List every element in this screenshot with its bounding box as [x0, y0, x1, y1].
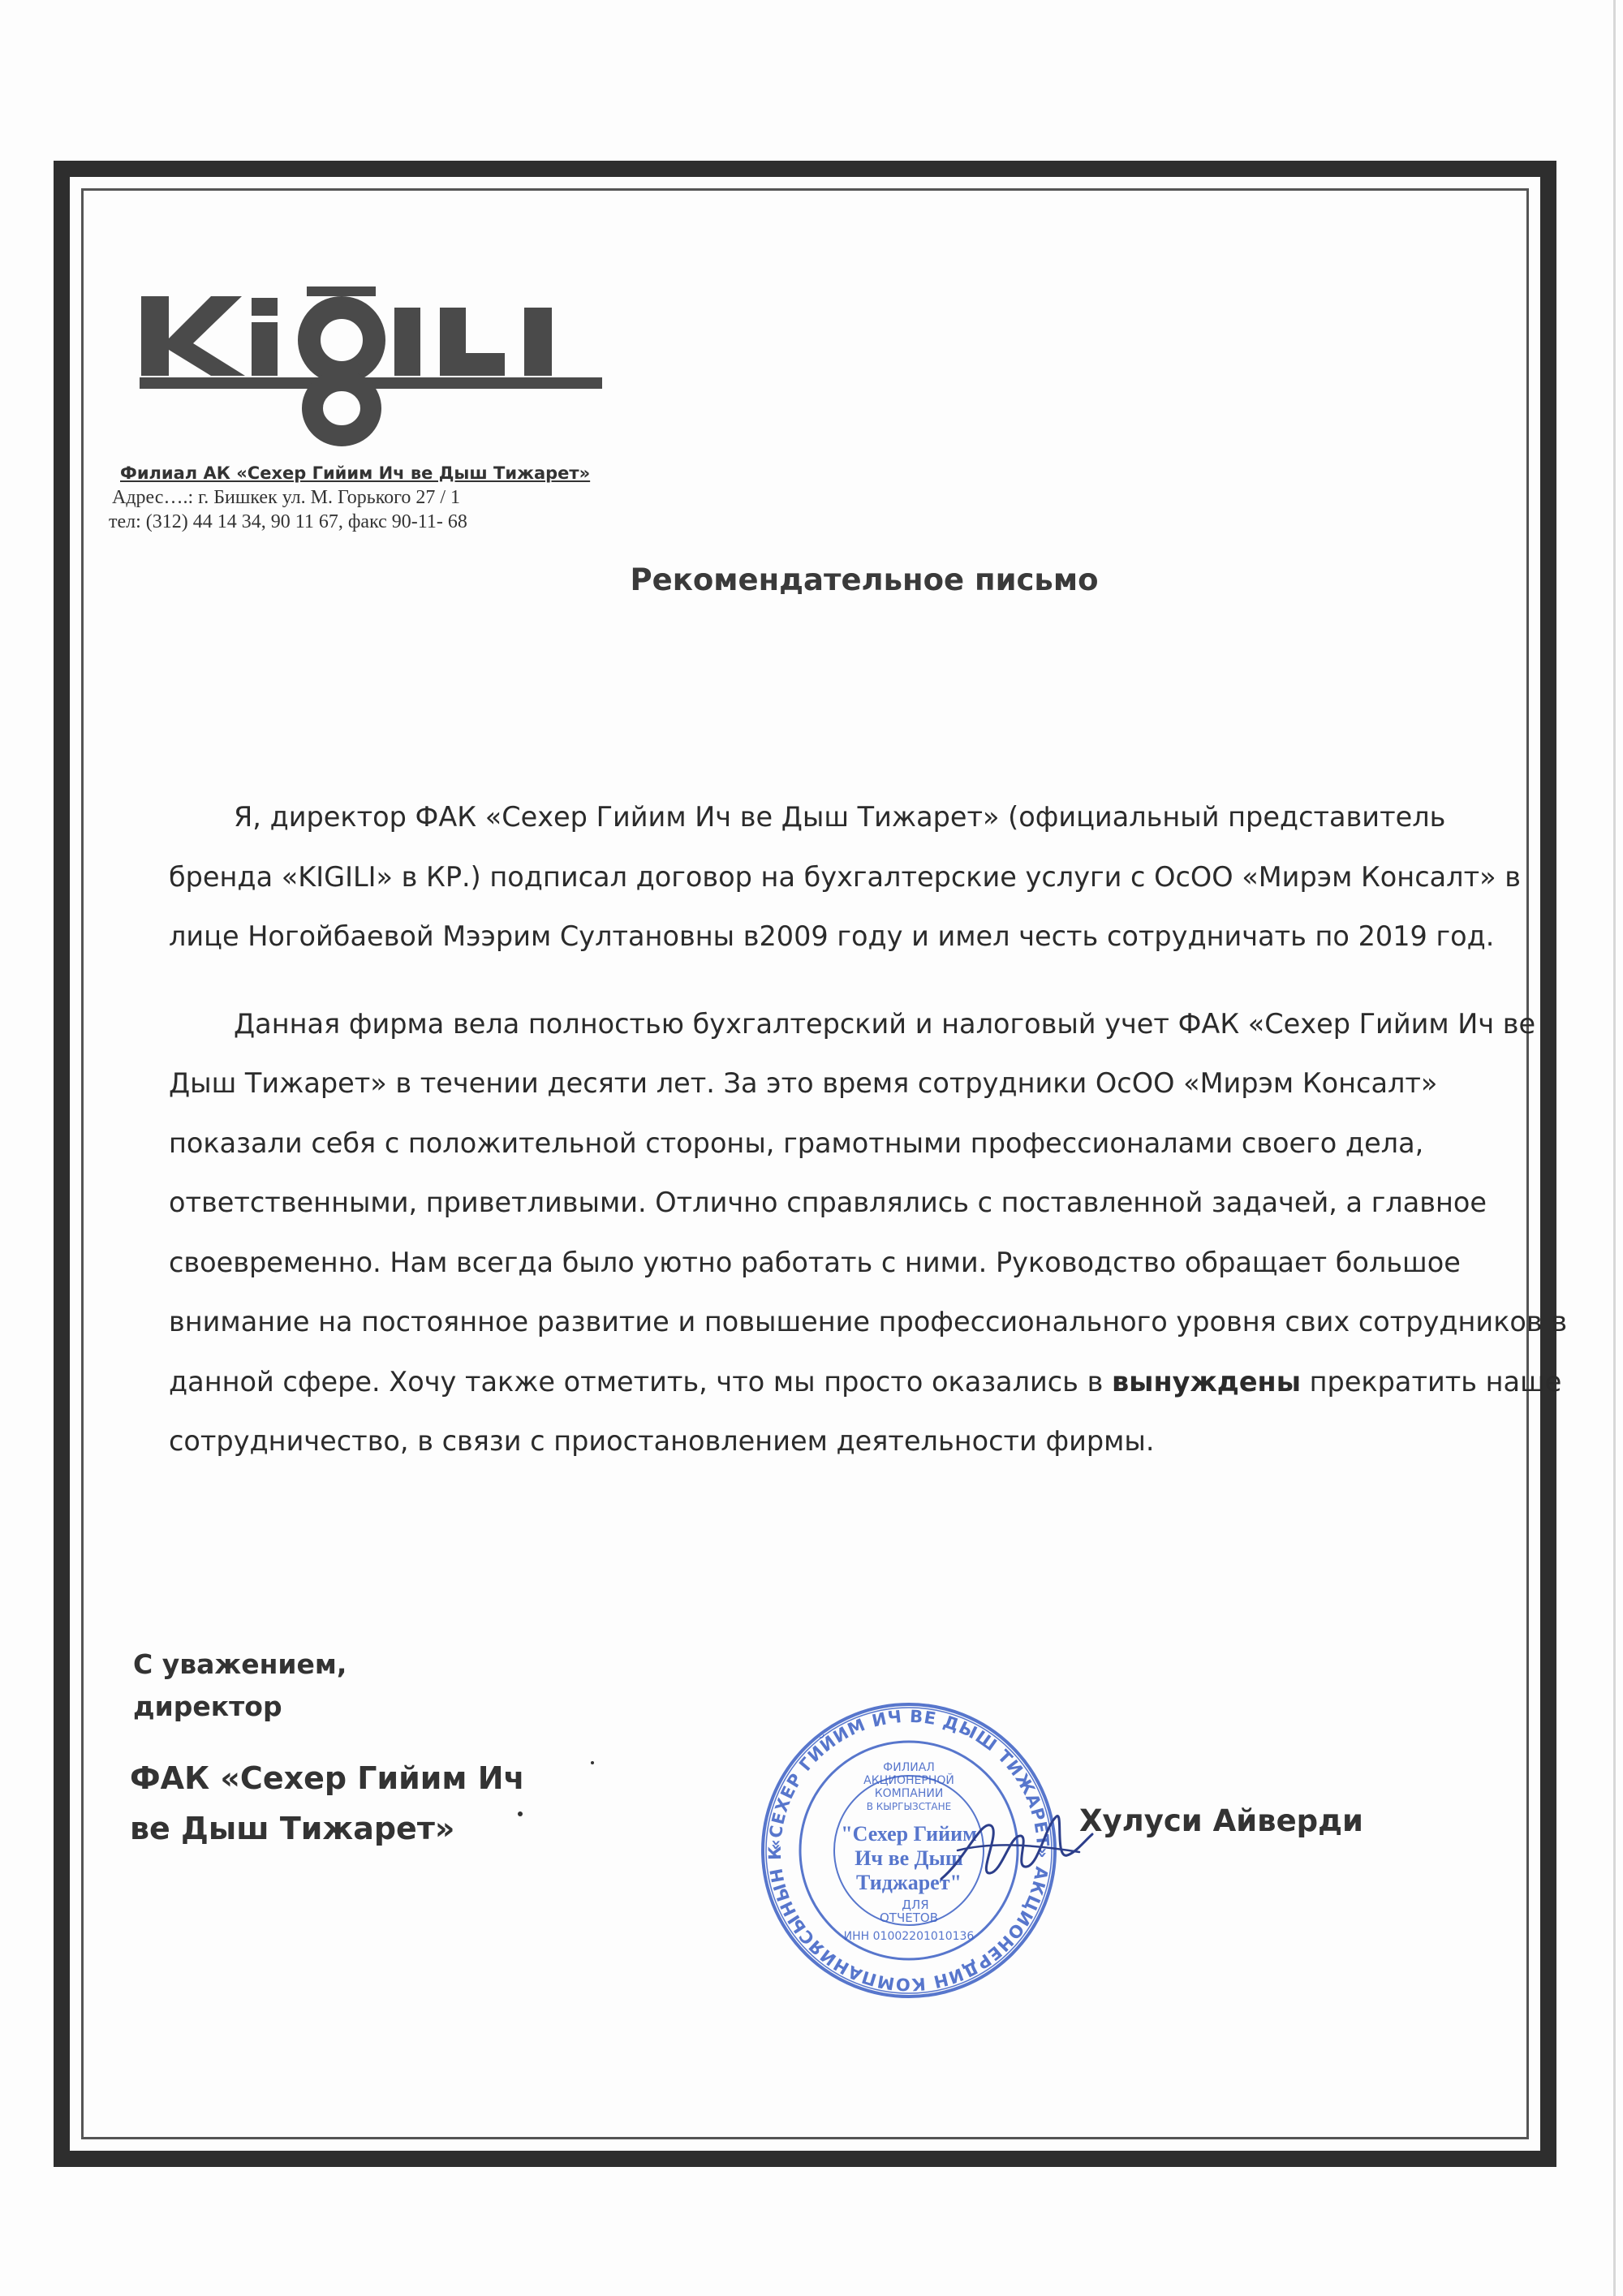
signature-company: [130, 1753, 525, 1854]
paragraph-2-line-5: своевременно. Нам всегда было уютно работать с ними. Руководство обращает большое: [169, 1246, 1461, 1278]
paragraph-1-line-1: Я, директор ФАК «Сехер Гийим Ич ве Дыш Тижарет» (официальный представитель: [234, 801, 1446, 833]
kigili-logo-graphic: [136, 272, 607, 450]
scan-speck: [518, 1811, 523, 1816]
kigili-logo: [136, 272, 607, 450]
signature-stroke-1: [941, 1816, 1092, 1879]
closing-position: директор: [133, 1691, 282, 1722]
paragraph-2-line-3: показали себя с положительной стороны, грамотными профессионалами своего дела,: [169, 1126, 1424, 1159]
logo-letter-g: [309, 308, 374, 436]
paragraph-1-line-3: лице Ногойбаевой Мээрим Султановны в2009 году и имел честь сотрудничать по 2019 год.: [169, 920, 1495, 952]
emphasis-forced: вынуждены: [1111, 1365, 1301, 1398]
stamp-center-3: Тиджарет": [856, 1871, 962, 1894]
letter-body: [169, 787, 1568, 1471]
paragraph-2: [169, 994, 1568, 1471]
scan-speck: [591, 1761, 594, 1764]
closing-regards: С уважением,: [133, 1648, 347, 1680]
paragraph-2-line-2: Дыш Тижарет» в течении десяти лет. За это время сотрудники ОсОО «Мирэм Консалт»: [169, 1067, 1438, 1099]
stamp-outer-text: «СЕХЕР ГИЙИМ ИЧ ВЕ ДЫШ ТИЖАРЕТ» АКЦИОНЕРДИН КОМПАНИЯСЫНЫН К: [764, 1706, 1053, 1995]
line-7-end: прекратить наше: [1301, 1365, 1562, 1398]
logo-letter-i2: [394, 308, 420, 376]
logo-letter-i1: [252, 298, 278, 376]
stamp-bottom-1: ДЛЯ: [902, 1898, 929, 1912]
paragraph-1: [169, 787, 1521, 967]
signature-company-line-1: ФАК «Сехер Гийим Ич: [130, 1760, 525, 1796]
logo-letter-k: [141, 296, 245, 376]
header-phones: тел: (312) 44 14 34, 90 11 67, факс 90-11- 68: [109, 511, 467, 532]
stamp-inner-3: КОМПАНИИ: [874, 1787, 944, 1800]
stamp-center-1: "Сехер Гийим: [841, 1822, 977, 1846]
signer-name: Хулуси Айверди: [1079, 1803, 1363, 1838]
logo-letter-l: [440, 308, 505, 376]
stamp-inner-4: В КЫРГЫЗСТАНЕ: [866, 1801, 952, 1812]
logo-letter-i3: [524, 308, 552, 376]
logo-breve-bar: [307, 286, 376, 296]
signature-graphic: [933, 1802, 1096, 1891]
scan-edge: [1613, 0, 1616, 2296]
paragraph-2-line-7: [169, 1352, 1562, 1412]
stamp-center-2: Ич ве Дыш: [855, 1846, 963, 1870]
paragraph-2-line-8: сотрудничество, в связи с приостановлением деятельности фирмы.: [169, 1425, 1155, 1457]
header-address: Адрес….: г. Бишкек ул. М. Горького 27 / 1: [112, 487, 461, 508]
letter-title: Рекомендательное письмо: [630, 562, 1099, 597]
paragraph-1-line-2: бренда «KIGILI» в КР.) подписал договор на бухгалтерские услуги с ОсОО «Мирэм Консалт» в: [169, 860, 1521, 893]
closing-block: [133, 1643, 347, 1728]
paragraph-2-line-1: Данная фирма вела полностью бухгалтерский и налоговый учет ФАК «Сехер Гийим Ич ве: [234, 1007, 1536, 1040]
stamp-inner-2: АКЦИОНЕРНОЙ: [863, 1774, 954, 1787]
paragraph-2-line-4: ответственными, приветливыми. Отлично справлялись с поставленной задачей, а главное: [169, 1187, 1487, 1218]
signature-company-line-2: ве Дыш Тижарет»: [130, 1811, 455, 1846]
line-7-start: данной сфере. Хочу также отметить, что мы просто оказались в: [169, 1365, 1112, 1398]
stamp-inner-1: ФИЛИАЛ: [883, 1761, 935, 1774]
stamp-inn: ИНН 01002201010136: [843, 1930, 975, 1943]
handwritten-signature: [933, 1802, 1096, 1891]
paragraph-2-line-6: внимание на постоянное развитие и повышение профессионального уровня свих сотрудников в: [169, 1306, 1568, 1338]
stamp-bottom-2: ОТЧЕТОВ: [880, 1910, 938, 1925]
header-company-name: Филиал АК «Сехер Гийим Ич ве Дыш Тижарет»: [120, 463, 591, 483]
